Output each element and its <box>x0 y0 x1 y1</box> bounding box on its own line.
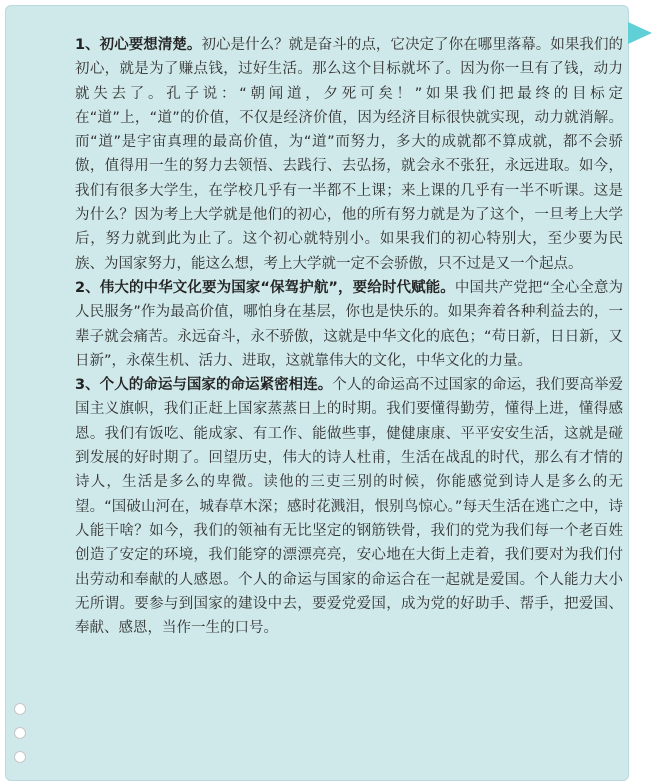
note-card <box>5 5 629 781</box>
paragraph-2 <box>75 276 623 373</box>
paragraph-3-heading: 3、个人的命运与国家的命运紧密相连。 <box>75 377 333 394</box>
paragraph-1-body: 初心是什么？就是奋斗的点，它决定了你在哪里落幕。如果我们的初心，就是为了赚点钱，过好生活。那么这个目标就坏了。因为你一旦有了钱，动力就失去了。孔子说：“朝闻道，夕死可矣！”如果我们把最终的目标定在“道”上，“道”的价值，不仅是经济价值，因为经济目标很快就实现，动力就消解。而“道”是宇宙真理的最高价值，为“道”而努力，多大的成就都不算成就，都不会骄傲，值得用一生的努力去领悟、去践行、去弘扬，就会永不张狂，永远进取。如今，我们有很多大学生，在学校几乎有一半都不上课；来上课的几乎有一半不听课。这是为什么？因为考上大学就是他们的初心，他的所有努力就是为了这个，一旦考上大学后，努力就到此为止了。这个初心就特别小。如果我们的初心特别大，至少要为民族、为国家努力，能这么想，考上大学就一定不会骄傲，只不过是又一个起点。 <box>75 37 623 272</box>
binder-ring-icon <box>14 727 26 739</box>
paragraph-2-heading: 2、伟大的中华文化要为国家“保驾护航”，要给时代赋能。 <box>75 279 455 296</box>
paragraph-3 <box>75 373 623 640</box>
binder-ring-icon <box>14 703 26 715</box>
bookmark-tab-icon <box>628 22 652 44</box>
paragraph-2-body: 中国共产党把“全心全意为人民服务”作为最高价值，哪怕身在基层，你也是快乐的。如果奔着各种利益去的，一辈子就会痛苦。永远奋斗，永不骄傲，这就是中华文化的底色；“苟日新，日日新，又日新”，永葆生机、活力、进取，这就靠伟大的文化，中华文化的力量。 <box>75 279 623 369</box>
binder-ring-icon <box>14 751 26 763</box>
paragraph-3-body: 个人的命运高不过国家的命运，我们要高举爱国主义旗帜，我们正赶上国家蒸蒸日上的时期。我们要懂得勤劳，懂得上进，懂得感恩。我们有饭吃、能成家、有工作、能做些事，健健康康、平平安安生活，这就是碰到发展的好时期了。回望历史，伟大的诗人杜甫，生活在战乱的时代，那么有才情的诗人，生活是多么的卑微。读他的三吏三别的时候，你能感觉到诗人是多么的无望。“国破山河在，城春草木深；感时花溅泪，恨别鸟惊心。”每天生活在逃亡之中，诗人能干啥？如今，我们的领袖有无比坚定的钢筋铁骨，我们的党为我们每一个老百姓创造了安定的环境，我们能穿的漂漂亮亮，安心地在大街上走着，我们要对为我们付出劳动和奉献的人感恩。个人的命运与国家的命运合在一起就是爱国。个人能力大小无所谓。要参与到国家的建设中去，要爱党爱国，成为党的好助手、帮手，把爱国、奉献、感恩，当作一生的口号。 <box>75 377 624 637</box>
article-text <box>75 33 623 640</box>
paragraph-1 <box>75 33 623 276</box>
paragraph-1-heading: 1、初心要想清楚。 <box>75 37 202 53</box>
